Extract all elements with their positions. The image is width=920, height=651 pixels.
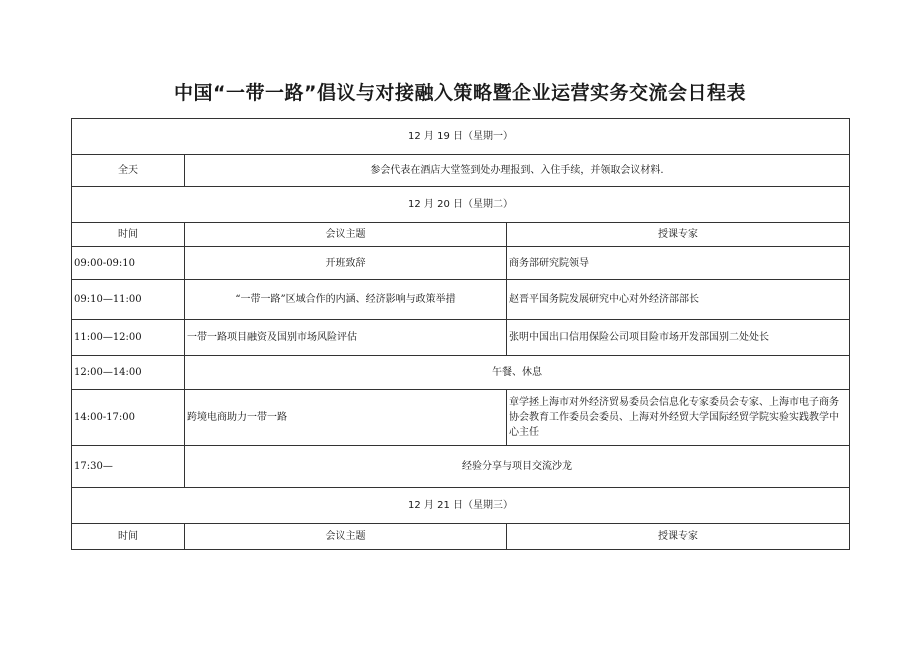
day-header-row	[72, 488, 850, 524]
day-header-3: 12 月 21 日（星期三）	[72, 488, 850, 524]
time-cell: 09:00-09:10	[72, 247, 185, 280]
topic-cell: 跨境电商助力一带一路	[185, 390, 507, 446]
time-cell: 09:10—11:00	[72, 280, 185, 320]
header-time: 时间	[72, 223, 185, 247]
table-row	[72, 155, 850, 187]
schedule-table	[71, 118, 850, 550]
topic-cell: 一带一路项目融资及国别市场风险评估	[185, 320, 507, 356]
header-expert: 授课专家	[507, 223, 850, 247]
topic-cell: 参会代表在酒店大堂签到处办理报到、入住手续，并领取会议材料.	[185, 155, 850, 187]
day-header-row	[72, 119, 850, 155]
time-cell: 17:30—	[72, 446, 185, 488]
table-row	[72, 390, 850, 446]
day-header-2: 12 月 20 日（星期二）	[72, 187, 850, 223]
column-header-row	[72, 524, 850, 550]
table-row	[72, 280, 850, 320]
table-row	[72, 247, 850, 280]
time-cell: 全天	[72, 155, 185, 187]
topic-cell: 经验分享与项目交流沙龙	[185, 446, 850, 488]
column-header-row	[72, 223, 850, 247]
header-topic: 会议主题	[185, 524, 507, 550]
topic-cell: “一带一路”区域合作的内涵、经济影响与政策举措	[185, 280, 507, 320]
day-header-1: 12 月 19 日（星期一）	[72, 119, 850, 155]
table-row	[72, 320, 850, 356]
header-expert: 授课专家	[507, 524, 850, 550]
expert-cell: 张明中国出口信用保险公司项目险市场开发部国别二处处长	[507, 320, 850, 356]
day-header-row	[72, 187, 850, 223]
time-cell: 14:00-17:00	[72, 390, 185, 446]
header-time: 时间	[72, 524, 185, 550]
expert-cell: 赵晋平国务院发展研究中心对外经济部部长	[507, 280, 850, 320]
expert-cell: 商务部研究院领导	[507, 247, 850, 280]
time-cell: 11:00—12:00	[72, 320, 185, 356]
table-row	[72, 356, 850, 390]
header-topic: 会议主题	[185, 223, 507, 247]
time-cell: 12:00—14:00	[72, 356, 185, 390]
page-title: 中国“一带一路”倡议与对接融入策略暨企业运营实务交流会日程表	[174, 82, 746, 104]
table-row	[72, 446, 850, 488]
expert-cell: 章学拯上海市对外经济贸易委员会信息化专家委员会专家、上海市电子商务协会教育工作委员会委员、上海对外经贸大学国际经贸学院实验实践教学中心主任	[507, 390, 850, 446]
topic-cell: 开班致辞	[185, 247, 507, 280]
topic-cell: 午餐、休息	[185, 356, 850, 390]
